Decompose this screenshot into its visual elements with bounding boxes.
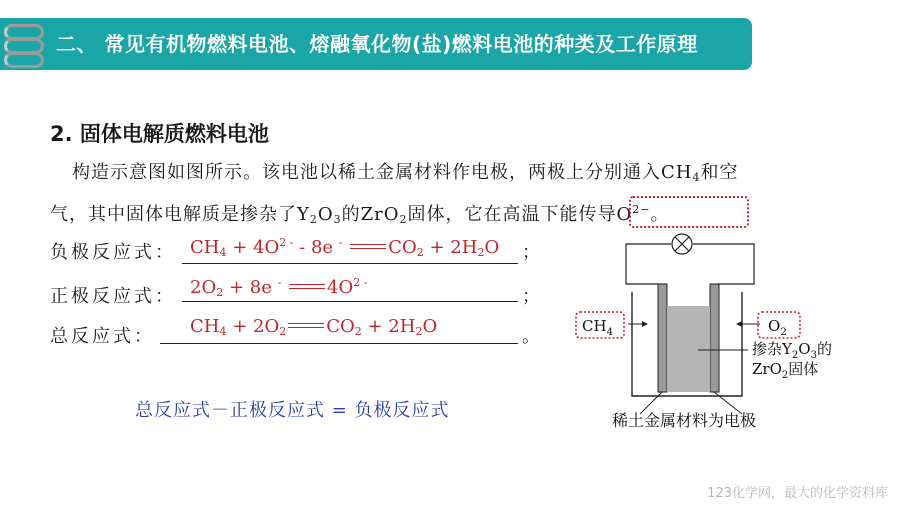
total-label: 总反应式： xyxy=(50,326,155,347)
lamp-icon xyxy=(672,234,692,254)
positive-equation: $2O_2 + 8e$ - $4O^{2 -}$ xyxy=(190,276,368,299)
end-mark: 。 xyxy=(522,326,540,347)
intro-line-2: 气，其中固体电解质是掺杂了$Y_2O_3$的ZrO$_2$固体，它在高温下能传导$O^{2-}$。 xyxy=(50,203,670,226)
negative-equation: $CH_4 + 4O^{2 -} - 8e$ - $CO_2 + 2H_2O$ xyxy=(190,236,500,259)
total-equation: $CH_4 + 2O_2$ $CO_2 + 2H_2O$ xyxy=(190,316,438,338)
end-mark: ； xyxy=(522,286,540,307)
fuel-cell-svg xyxy=(570,228,832,438)
footer-watermark: 123化学网，最大的化学资料库 xyxy=(707,486,888,501)
electrolyte-label-2: ZrO$_2$固体 xyxy=(752,360,819,381)
title-banner xyxy=(0,18,752,70)
intro-line-1: 构造示意图如图所示。该电池以稀土金属材料作电极，两极上分别通入$CH_4$和空 xyxy=(72,162,739,184)
binder-ring-icon xyxy=(4,52,44,68)
negative-label: 负极反应式： xyxy=(50,242,176,263)
electrode-caption: 稀土金属材料为电极 xyxy=(612,411,757,430)
o2-label: $O_2$ xyxy=(768,317,787,338)
answer-blank xyxy=(182,300,518,302)
rule-text: 总反应式－正极反应式 = 负极反应式 xyxy=(135,400,450,421)
banner-title: 二、 常见有机物燃料电池、熔融氧化物(盐)燃料电池的种类及工作原理 xyxy=(56,32,698,56)
end-mark: ； xyxy=(522,242,540,263)
answer-blank xyxy=(160,342,518,344)
positive-label: 正极反应式： xyxy=(50,286,176,307)
fuel-cell-diagram xyxy=(570,228,832,442)
electrolyte-label: 掺杂$Y_2O_3$的 xyxy=(752,340,832,361)
highlight-box xyxy=(629,196,749,228)
section-heading: 2. 固体电解质燃料电池 xyxy=(50,122,269,146)
answer-blank xyxy=(182,262,518,264)
ch4-label: $CH_4$ xyxy=(582,317,613,338)
